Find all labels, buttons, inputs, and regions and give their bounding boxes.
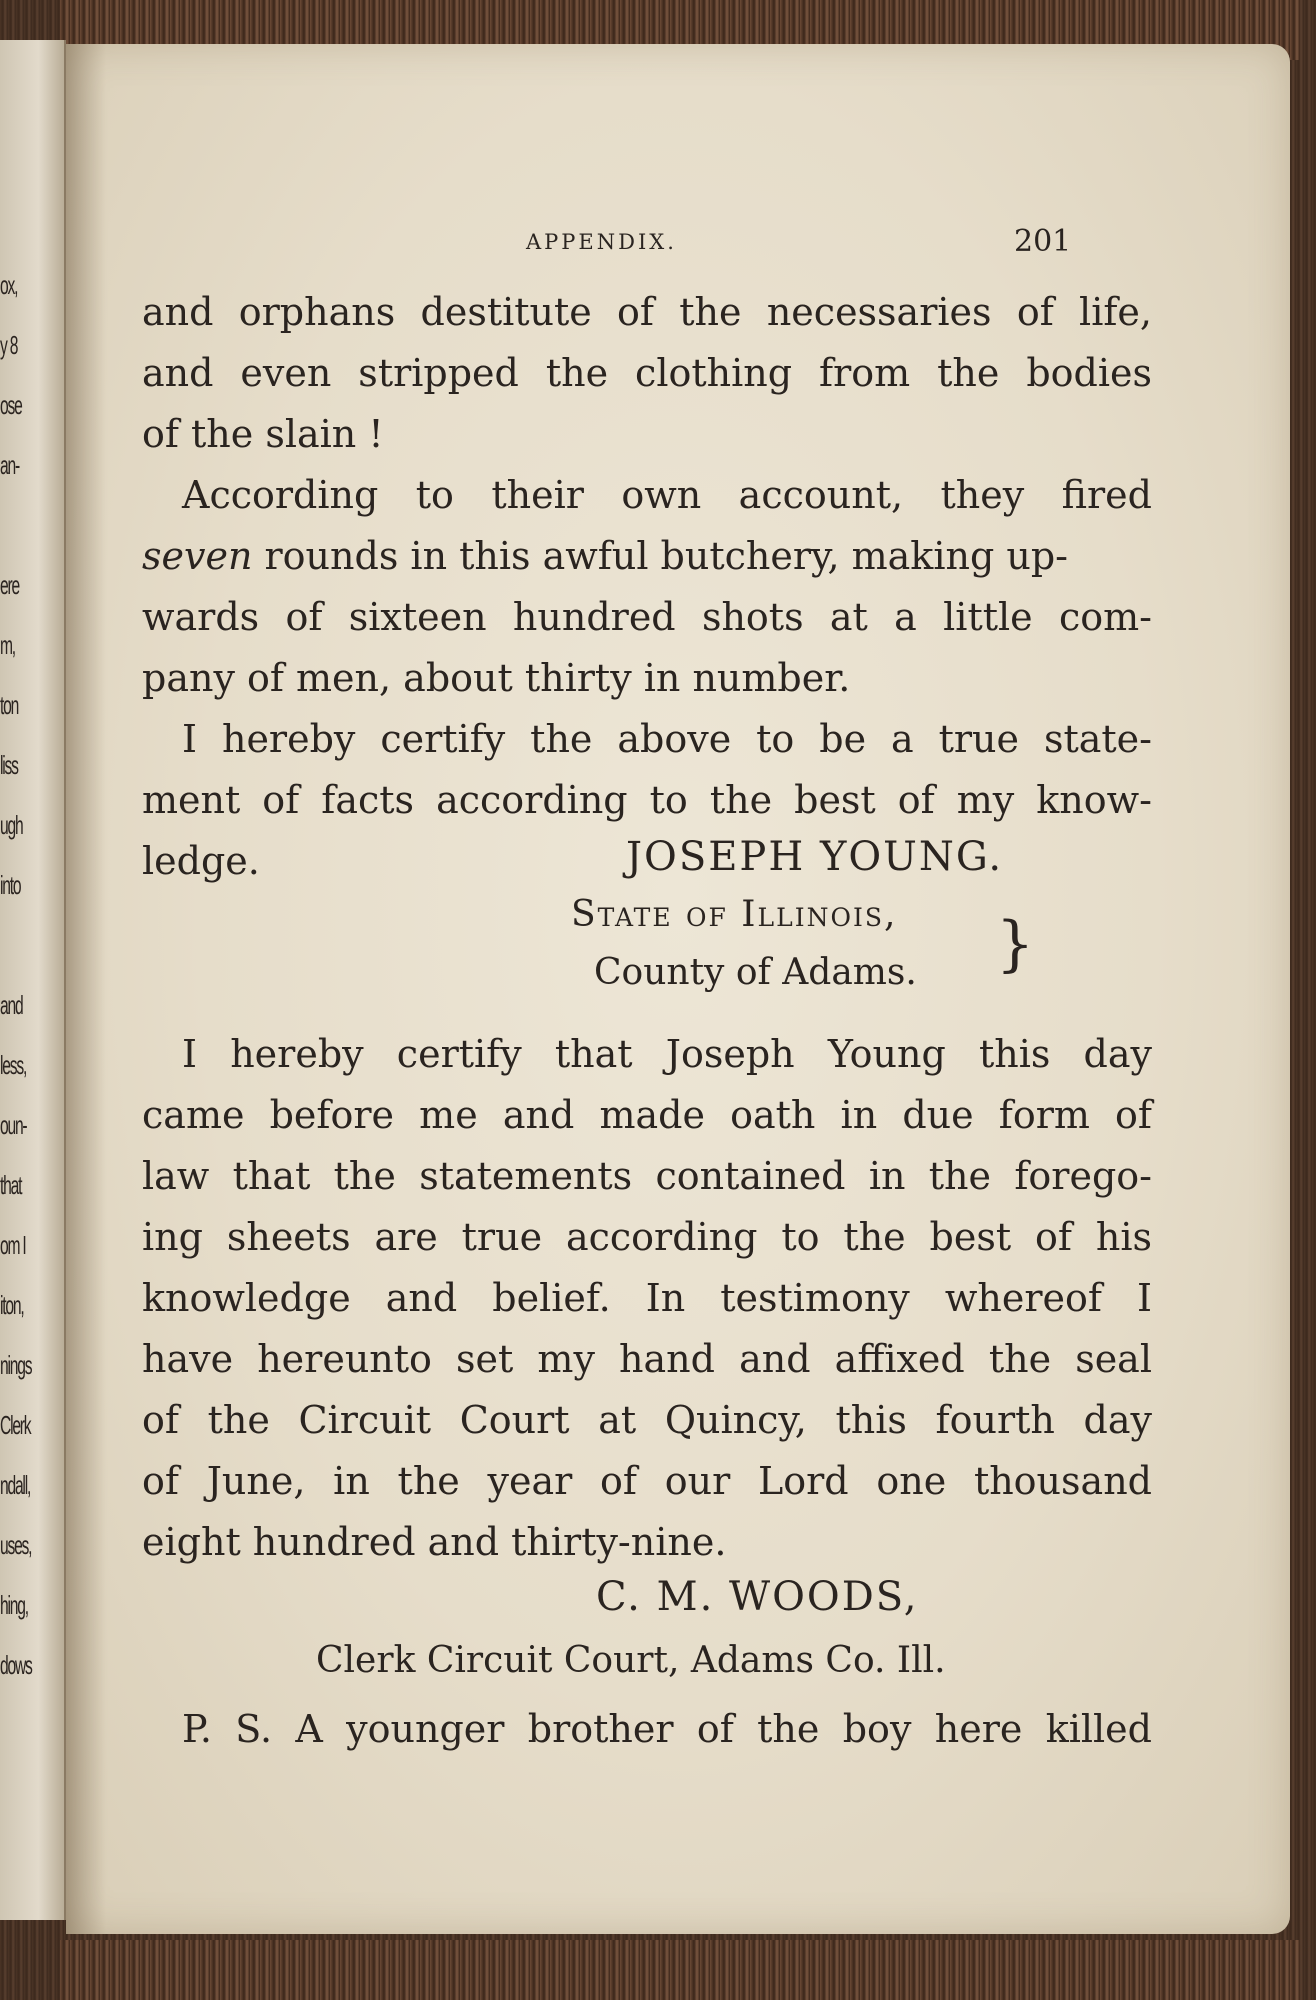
left-page-fragment: less, xyxy=(0,1050,27,1080)
left-page-fragment: an- xyxy=(0,450,19,480)
text-line: I hereby certify the above to be a true state- xyxy=(182,717,1152,761)
left-page-fragment: uses, xyxy=(0,1530,32,1560)
text-line: I hereby certify that Joseph Young this day xyxy=(182,1032,1152,1076)
left-page-fragment: hing, xyxy=(0,1590,28,1620)
left-page-fragment: Clerk xyxy=(0,1410,31,1440)
left-page-fragment: m, xyxy=(0,630,15,660)
brace-glyph: } xyxy=(996,909,1035,979)
left-page-fragment: ton xyxy=(0,690,19,720)
text-line: came before me and made oath in due form of xyxy=(142,1093,1152,1137)
spine-shadow xyxy=(66,44,106,1934)
text-line: eight hundred and thirty-nine. xyxy=(142,1520,727,1564)
left-page-fragment: ndall, xyxy=(0,1470,31,1500)
venue-state: State of Illinois, xyxy=(571,894,898,935)
left-page-fragment: ox, xyxy=(0,270,18,300)
text-line: ledge. xyxy=(142,839,260,883)
book-page xyxy=(66,44,1290,1934)
left-page-fragment: oun- xyxy=(0,1110,27,1140)
signature-joseph-young: JOSEPH YOUNG. xyxy=(626,834,1004,880)
text-line: pany of men, about thirty in number. xyxy=(142,656,851,700)
page-number: 201 xyxy=(1014,224,1072,259)
left-page-fragment: nings xyxy=(0,1350,32,1380)
text-line: knowledge and belief. In testimony whereof I xyxy=(142,1276,1152,1320)
signature-cm-woods: C. M. WOODS, xyxy=(596,1574,919,1620)
left-page-fragment: ose xyxy=(0,390,22,420)
left-page-fragment: y 8 xyxy=(0,330,18,360)
left-page-edge xyxy=(0,40,66,1920)
left-page-fragment: dows xyxy=(0,1650,32,1680)
text-line: of the slain ! xyxy=(142,412,384,456)
text-line: of the Circuit Court at Quincy, this fourth day xyxy=(142,1398,1152,1442)
left-page-fragment: and xyxy=(0,990,23,1020)
left-page-fragment: ere xyxy=(0,570,19,600)
left-page-fragment: om I xyxy=(0,1230,26,1260)
running-head-title: APPENDIX. xyxy=(526,230,677,254)
cover-bottom-edge xyxy=(60,1940,1300,2000)
left-page-fragment: that xyxy=(0,1170,22,1200)
signature-title: Clerk Circuit Court, Adams Co. Ill. xyxy=(316,1640,946,1681)
text-line: have hereunto set my hand and affixed the seal xyxy=(142,1337,1152,1381)
text-line: According to their own account, they fired xyxy=(182,473,1152,517)
running-head xyxy=(66,224,1290,270)
left-page-fragment: iton, xyxy=(0,1290,24,1320)
text-line: wards of sixteen hundred shots at a little com- xyxy=(142,595,1152,639)
text-line: and even stripped the clothing from the bodies xyxy=(142,351,1152,395)
left-page-fragment: liss xyxy=(0,750,18,780)
text-line: ing sheets are true according to the best of his xyxy=(142,1215,1152,1259)
text-line: of June, in the year of our Lord one thousand xyxy=(142,1459,1152,1503)
text-line: ment of facts according to the best of my know- xyxy=(142,778,1152,822)
left-page-fragment: ugh xyxy=(0,810,23,840)
postscript-line: P. S. A younger brother of the boy here killed xyxy=(182,1707,1152,1751)
text-line: rounds in this awful butchery, making up- xyxy=(264,534,1068,578)
left-page-fragment: into xyxy=(0,870,21,900)
text-line: and orphans destitute of the necessaries of life, xyxy=(142,290,1152,334)
venue-county: County of Adams. xyxy=(594,952,917,993)
text-line-with-emphasis xyxy=(142,526,1152,587)
emphasis-word: seven xyxy=(142,534,253,578)
text-line: law that the statements contained in the forego- xyxy=(142,1154,1152,1198)
